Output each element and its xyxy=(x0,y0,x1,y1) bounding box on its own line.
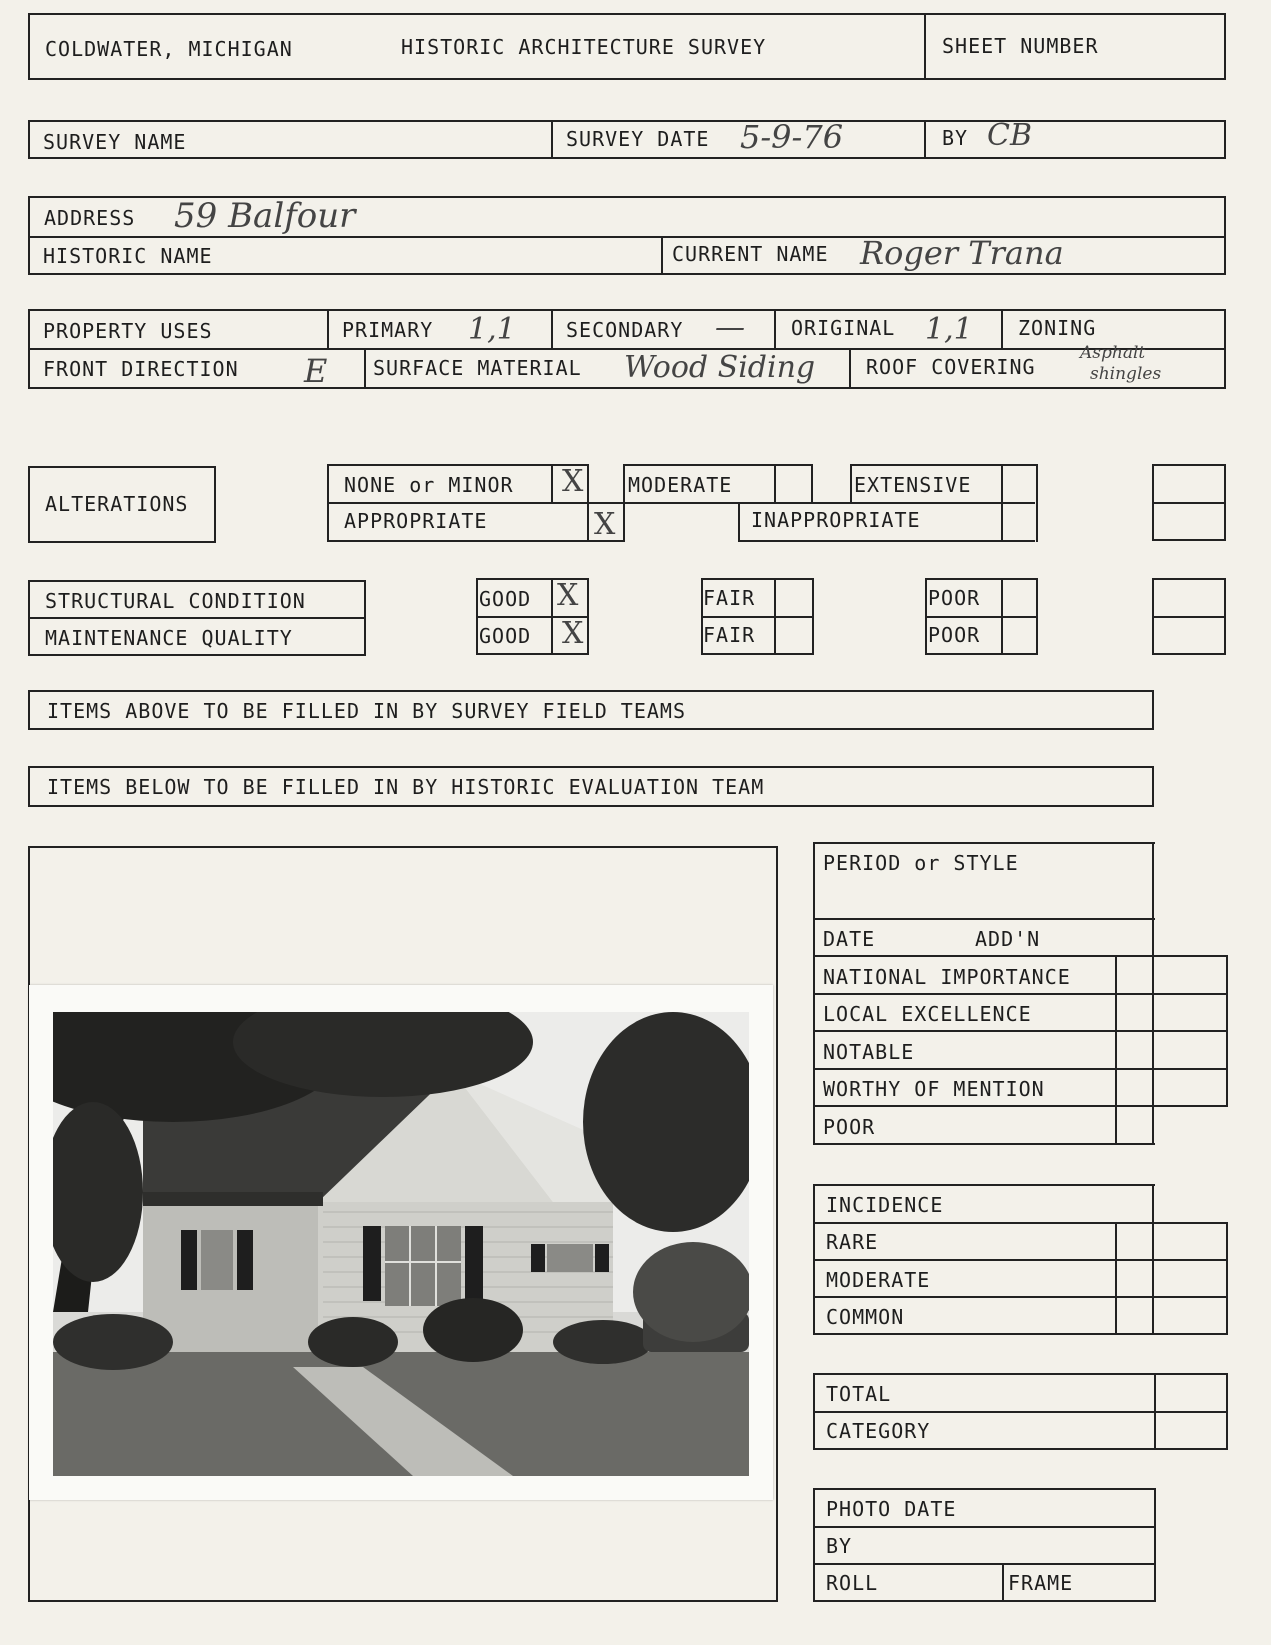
rule xyxy=(813,1259,1228,1261)
sheet-number-label: SHEET NUMBER xyxy=(942,34,1099,58)
moderate-label: MODERATE xyxy=(628,473,733,497)
roof-covering-label: ROOF COVERING xyxy=(866,355,1036,379)
rule xyxy=(813,955,1228,957)
rule xyxy=(28,120,30,159)
maintenance-good-checkbox[interactable]: X xyxy=(562,616,584,651)
rule xyxy=(476,578,478,655)
incidence-common: COMMON xyxy=(826,1305,905,1329)
rule xyxy=(813,1373,1228,1375)
incidence-moderate: MODERATE xyxy=(826,1268,931,1292)
none-minor-checkbox[interactable]: X xyxy=(562,464,584,499)
roof-covering-value-2: shingles xyxy=(1090,364,1162,384)
photo-date-label: PHOTO DATE xyxy=(826,1497,957,1521)
maintenance-good-label: GOOD xyxy=(479,624,532,648)
importance-notable: NOTABLE xyxy=(823,1040,915,1064)
structural-condition-label: STRUCTURAL CONDITION xyxy=(45,589,306,613)
rule xyxy=(1152,653,1226,655)
rule xyxy=(1224,578,1226,655)
addn-label: ADD'N xyxy=(975,927,1041,951)
appropriate-checkbox[interactable]: X xyxy=(594,507,616,542)
rule xyxy=(924,120,926,159)
total-label: TOTAL xyxy=(826,1382,892,1406)
original-value: 1,1 xyxy=(925,312,973,347)
incidence-label: INCIDENCE xyxy=(826,1193,944,1217)
rule xyxy=(551,120,553,159)
form-title: HISTORIC ARCHITECTURE SURVEY xyxy=(401,35,767,59)
rule xyxy=(1224,196,1226,275)
survey-date-value: 5-9-76 xyxy=(740,118,844,156)
rule xyxy=(28,309,30,389)
rule xyxy=(28,654,366,656)
incidence-rare: RARE xyxy=(826,1230,879,1254)
maintenance-fair-label: FAIR xyxy=(703,623,756,647)
rule xyxy=(813,1222,1228,1224)
rule xyxy=(849,348,851,389)
rule xyxy=(925,653,1038,655)
rule xyxy=(1224,120,1226,159)
rule xyxy=(813,1488,815,1602)
rule xyxy=(812,578,814,655)
surface-material-value: Wood Siding xyxy=(624,350,816,385)
rule xyxy=(813,1600,1155,1602)
rule xyxy=(924,13,926,80)
importance-poor: POOR xyxy=(823,1115,876,1139)
note-above: ITEMS ABOVE TO BE FILLED IN BY SURVEY FIELD TEAMS xyxy=(47,699,687,723)
secondary-label: SECONDARY xyxy=(566,318,684,342)
rule xyxy=(1154,1488,1156,1602)
inappropriate-label: INAPPROPRIATE xyxy=(751,508,921,532)
rule xyxy=(28,196,30,275)
rule xyxy=(813,918,1155,920)
rule xyxy=(813,1184,815,1335)
rule xyxy=(364,580,366,656)
by-value: CB xyxy=(987,118,1032,153)
maintenance-poor-label: POOR xyxy=(928,623,981,647)
address-value: 59 Balfour xyxy=(174,196,356,236)
rule xyxy=(1224,13,1226,80)
rule xyxy=(1152,578,1226,580)
rule xyxy=(28,13,30,80)
rule xyxy=(1226,1222,1228,1335)
rule xyxy=(587,578,589,655)
rule xyxy=(28,690,30,730)
surface-material-label: SURFACE MATERIAL xyxy=(373,356,582,380)
rule xyxy=(813,1526,1155,1528)
original-label: ORIGINAL xyxy=(791,316,896,340)
alterations-label: ALTERATIONS xyxy=(45,492,189,516)
house-photo-image xyxy=(53,1012,749,1476)
rule xyxy=(1224,309,1226,389)
rule xyxy=(28,805,1154,807)
rule xyxy=(476,653,589,655)
rule xyxy=(1224,464,1226,541)
rule xyxy=(850,464,1036,466)
rule xyxy=(28,387,1226,389)
rule xyxy=(774,464,776,504)
rule xyxy=(1152,578,1154,655)
rule xyxy=(28,690,1154,692)
rule xyxy=(28,13,1226,15)
rule xyxy=(327,464,329,542)
rule xyxy=(811,464,813,504)
importance-national: NATIONAL IMPORTANCE xyxy=(823,965,1071,989)
rule xyxy=(850,464,852,504)
rule xyxy=(738,540,1035,542)
rule xyxy=(661,236,663,275)
rule xyxy=(28,846,778,848)
current-name-label: CURRENT NAME xyxy=(672,242,829,266)
house-photo xyxy=(29,985,773,1500)
frame-label: FRAME xyxy=(1008,1571,1074,1595)
rule xyxy=(1152,539,1226,541)
rule xyxy=(1152,616,1226,618)
rule xyxy=(587,464,589,542)
rule xyxy=(28,157,1226,159)
note-below: ITEMS BELOW TO BE FILLED IN BY HISTORIC EVALUATION TEAM xyxy=(47,775,765,799)
rule xyxy=(813,1563,1155,1565)
rule xyxy=(28,309,1226,311)
rule xyxy=(1001,464,1003,542)
rule xyxy=(813,1373,815,1450)
rule xyxy=(1001,578,1003,655)
rule xyxy=(28,766,1154,768)
zoning-label: ZONING xyxy=(1018,316,1097,340)
by-label: BY xyxy=(942,126,969,150)
rule xyxy=(1001,309,1003,350)
rule xyxy=(1152,690,1154,730)
rule xyxy=(1036,464,1038,542)
rule xyxy=(701,578,814,580)
roof-covering-value-1: Asphalt xyxy=(1080,343,1146,363)
rule xyxy=(1036,578,1038,655)
rule xyxy=(1115,955,1117,1145)
rule xyxy=(28,728,1154,730)
rule xyxy=(813,1296,1228,1298)
survey-date-label: SURVEY DATE xyxy=(566,127,710,151)
rule xyxy=(1226,955,1228,1107)
rule xyxy=(327,309,329,350)
rule xyxy=(551,309,553,350)
rule xyxy=(1154,1373,1156,1450)
importance-worthy: WORTHY OF MENTION xyxy=(823,1077,1045,1101)
rule xyxy=(28,541,216,543)
rule xyxy=(813,1184,1155,1186)
primary-label: PRIMARY xyxy=(342,318,434,342)
rule xyxy=(1152,502,1226,504)
rule xyxy=(813,1411,1228,1413)
rule xyxy=(28,120,1226,122)
address-label: ADDRESS xyxy=(44,206,136,230)
rule xyxy=(813,1068,1228,1070)
rule xyxy=(701,616,814,618)
front-direction-value: E xyxy=(304,352,328,390)
rule xyxy=(28,580,366,582)
rule xyxy=(28,466,30,543)
rule xyxy=(813,993,1228,995)
rule xyxy=(1152,464,1154,541)
photo-by-label: BY xyxy=(826,1534,853,1558)
rule xyxy=(813,1030,1228,1032)
period-style-label: PERIOD or STYLE xyxy=(823,851,1019,875)
rule xyxy=(813,842,1155,844)
date-label: DATE xyxy=(823,927,876,951)
rule xyxy=(774,309,776,350)
rule xyxy=(28,766,30,807)
rule xyxy=(551,578,553,655)
rule xyxy=(925,578,1038,580)
secondary-value: — xyxy=(715,310,745,345)
roll-label: ROLL xyxy=(826,1571,879,1595)
importance-local: LOCAL EXCELLENCE xyxy=(823,1002,1032,1026)
rule xyxy=(28,273,1226,275)
rule xyxy=(701,653,814,655)
front-direction-label: FRONT DIRECTION xyxy=(43,357,239,381)
rule xyxy=(1002,1563,1004,1602)
property-uses-label: PROPERTY USES xyxy=(43,319,213,343)
structural-poor-label: POOR xyxy=(928,586,981,610)
rule xyxy=(623,464,625,542)
rule xyxy=(738,502,740,542)
rule xyxy=(813,1105,1228,1107)
rule xyxy=(551,464,553,504)
rule xyxy=(813,1143,1155,1145)
rule xyxy=(1152,464,1226,466)
rule xyxy=(327,540,623,542)
rule xyxy=(1226,1373,1228,1450)
rule xyxy=(28,1600,778,1602)
primary-value: 1,1 xyxy=(468,312,516,347)
category-label: CATEGORY xyxy=(826,1419,931,1443)
structural-good-label: GOOD xyxy=(479,587,532,611)
structural-good-checkbox[interactable]: X xyxy=(557,578,579,613)
historic-name-label: HISTORIC NAME xyxy=(43,244,213,268)
current-name-value: Roger Trana xyxy=(860,234,1064,272)
rule xyxy=(813,1448,1228,1450)
rule xyxy=(925,616,1038,618)
structural-fair-label: FAIR xyxy=(703,586,756,610)
rule xyxy=(1152,766,1154,807)
rule xyxy=(925,578,927,655)
survey-name-label: SURVEY NAME xyxy=(43,130,187,154)
rule xyxy=(214,466,216,543)
none-minor-label: NONE or MINOR xyxy=(344,473,514,497)
rule xyxy=(28,580,30,656)
rule xyxy=(1152,842,1154,1145)
rule xyxy=(28,78,1226,80)
appropriate-label: APPROPRIATE xyxy=(344,509,488,533)
rule xyxy=(813,1488,1155,1490)
rule xyxy=(1152,1184,1154,1335)
rule xyxy=(776,846,778,1602)
maintenance-quality-label: MAINTENANCE QUALITY xyxy=(45,626,293,650)
rule xyxy=(364,348,366,389)
rule xyxy=(327,464,589,466)
rule xyxy=(813,1333,1228,1335)
city-label: COLDWATER, MICHIGAN xyxy=(45,37,293,61)
rule xyxy=(327,502,1035,504)
rule xyxy=(1115,1222,1117,1335)
rule xyxy=(28,617,366,619)
extensive-label: EXTENSIVE xyxy=(854,473,972,497)
rule xyxy=(28,466,216,468)
rule xyxy=(813,842,815,1145)
rule xyxy=(623,464,813,466)
rule xyxy=(774,578,776,655)
